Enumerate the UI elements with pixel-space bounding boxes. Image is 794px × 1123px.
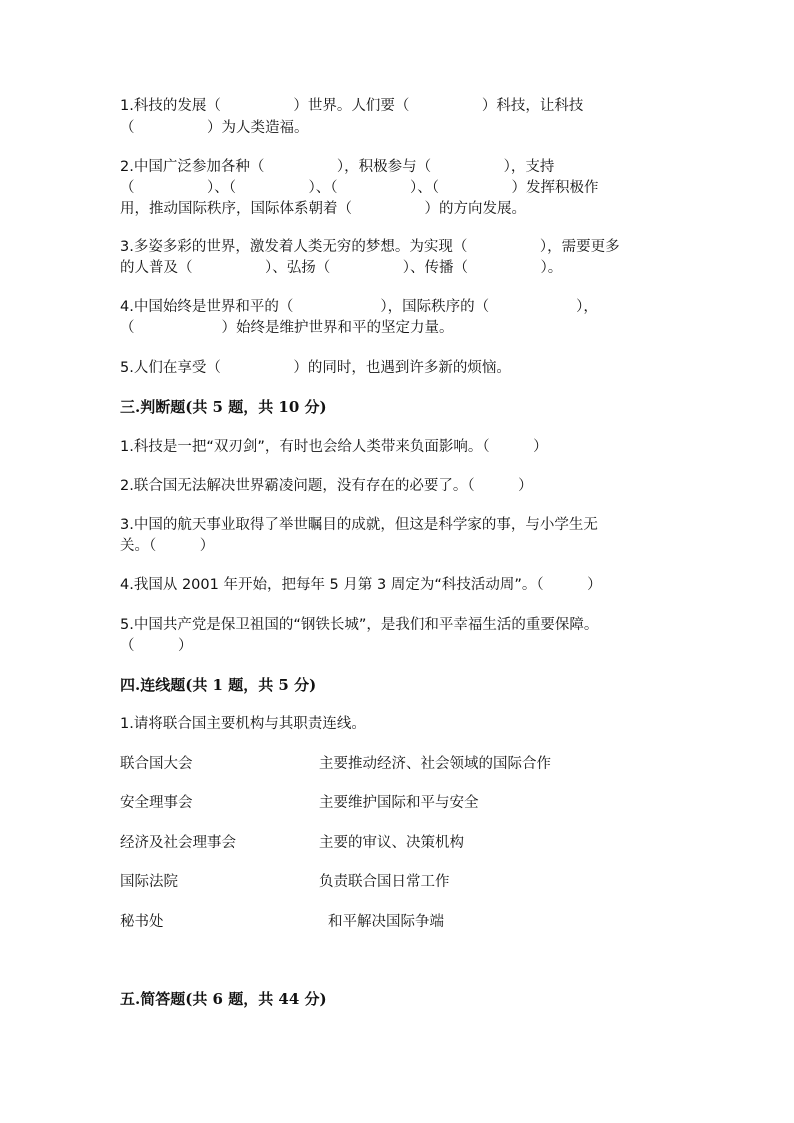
- matching-left-item: 秘书处: [120, 914, 164, 930]
- matching-left-item: 安全理事会: [120, 795, 193, 811]
- fill-q2-line2: （ ）、（ ）、（ ）、（ ）发挥积极作: [120, 180, 599, 196]
- matching-right-item: 和平解决国际争端: [328, 914, 444, 930]
- fill-q4-line2: （ ）始终是维护世界和平的坚定力量。: [120, 320, 454, 336]
- judge-q4: 4.我国从 2001 年开始，把每年 5 月第 3 周定为“科技活动周”。（ ）: [120, 577, 602, 593]
- matching-right-item: 主要维护国际和平与安全: [319, 795, 479, 811]
- section-heading-matching: 四.连线题(共 1 题，共 5 分): [120, 676, 317, 694]
- fill-q2-line1: 2.中国广泛参加各种（ ），积极参与（ ），支持: [120, 159, 555, 175]
- matching-right-item: 负责联合国日常工作: [319, 874, 450, 890]
- judge-q2: 2.联合国无法解决世界霸凌问题，没有存在的必要了。（ ）: [120, 478, 533, 494]
- judge-q3-line2: 关。（ ）: [120, 538, 215, 554]
- matching-right-item: 主要推动经济、社会领域的国际合作: [319, 756, 551, 772]
- matching-question: 1.请将联合国主要机构与其职责连线。: [120, 716, 366, 732]
- judge-q5-line1: 5.中国共产党是保卫祖国的“钢铁长城”，是我们和平幸福生活的重要保障。: [120, 617, 599, 633]
- fill-q1-line1: 1.科技的发展（ ）世界。人们要（ ）科技，让科技: [120, 98, 584, 114]
- matching-left-item: 联合国大会: [120, 756, 193, 772]
- fill-q3-line1: 3.多姿多彩的世界，激发着人类无穷的梦想。为实现（ ），需要更多: [120, 239, 620, 255]
- judge-q5-line2: （ ）: [120, 638, 193, 654]
- matching-right-item: 主要的审议、决策机构: [319, 835, 464, 851]
- fill-q5-line1: 5.人们在享受（ ）的同时，也遇到许多新的烦恼。: [120, 360, 511, 376]
- fill-q1-line2: （ ）为人类造福。: [120, 120, 309, 136]
- judge-q1: 1.科技是一把“双刃剑”，有时也会给人类带来负面影响。（ ）: [120, 439, 548, 455]
- fill-q2-line3: 用，推动国际秩序，国际体系朝着（ ）的方向发展。: [120, 201, 526, 217]
- fill-q4-line1: 4.中国始终是世界和平的（ ），国际秩序的（ ），: [120, 299, 598, 315]
- section-heading-short-answer: 五.简答题(共 6 题，共 44 分): [120, 990, 327, 1008]
- matching-left-item: 国际法院: [120, 874, 178, 890]
- fill-q3-line2: 的人普及（ ）、弘扬（ ）、传播（ ）。: [120, 260, 563, 276]
- section-heading-judge: 三.判断题(共 5 题，共 10 分): [120, 398, 327, 416]
- matching-left-item: 经济及社会理事会: [120, 835, 236, 851]
- judge-q3-line1: 3.中国的航天事业取得了举世瞩目的成就，但这是科学家的事，与小学生无: [120, 517, 598, 533]
